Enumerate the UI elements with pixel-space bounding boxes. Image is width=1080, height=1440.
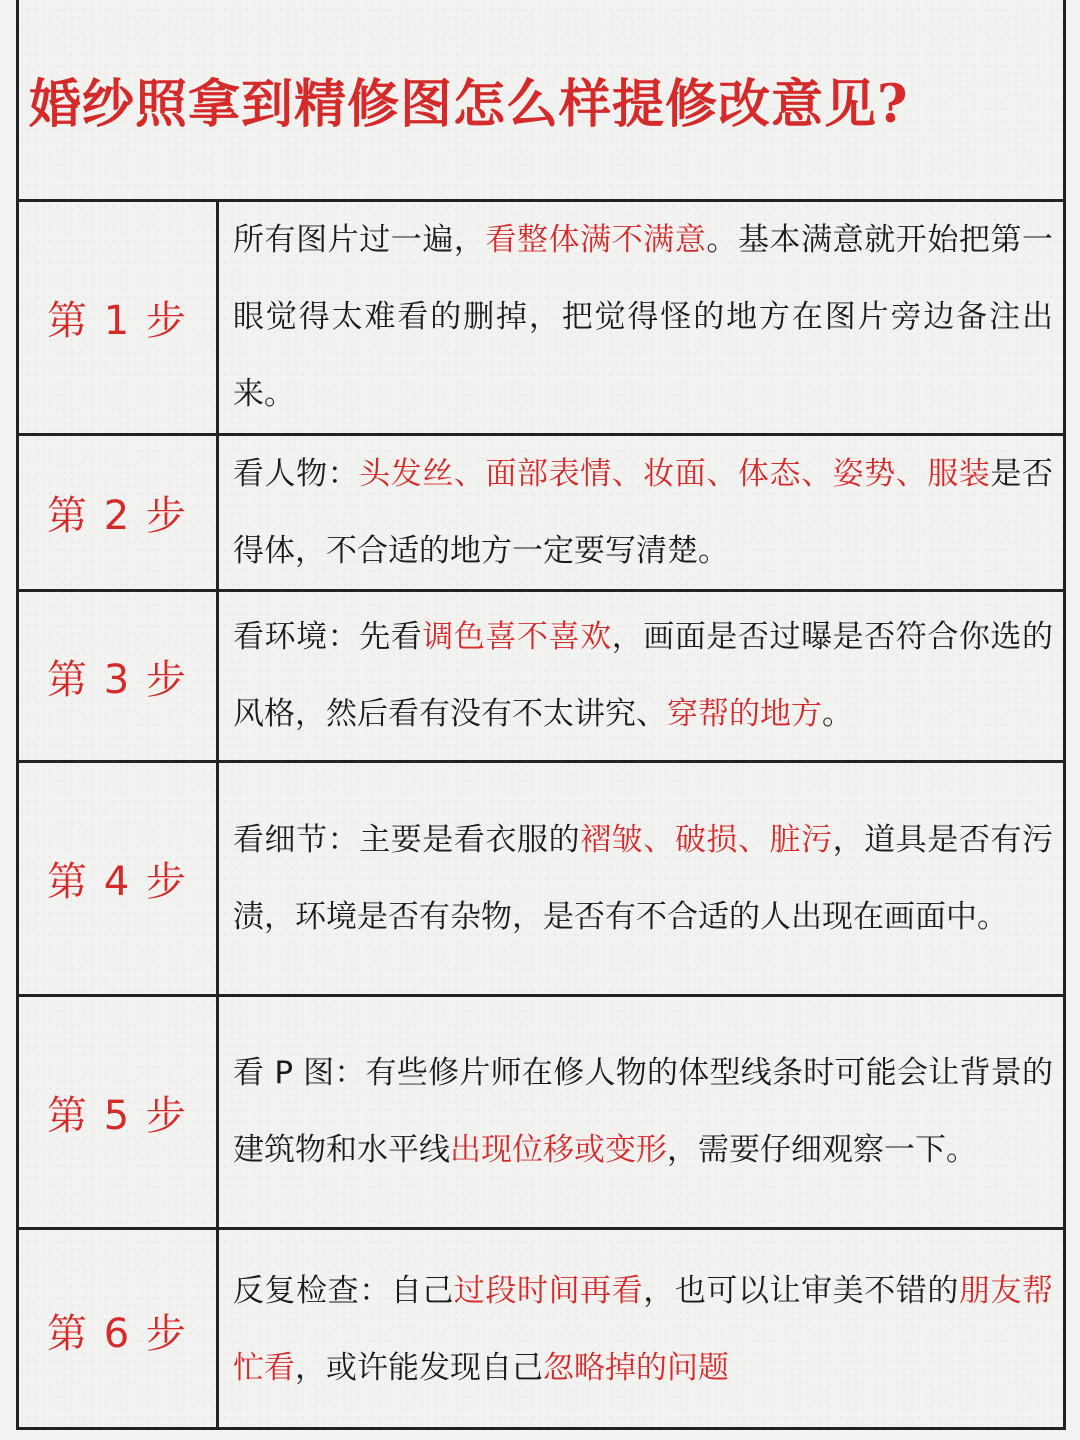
step-label: 第 4 步 bbox=[19, 763, 219, 994]
description-text: 是否得体，不合适的地方一定要写清楚。 bbox=[233, 455, 1054, 569]
title-row bbox=[19, 0, 1063, 202]
step-label: 第 1 步 bbox=[19, 202, 219, 433]
description-text: 看 P 图：有些修片师在修人物的体型线条时可能会让背景的建筑物和水平线 bbox=[233, 1055, 1053, 1168]
description-text: 看环境：先看 bbox=[233, 619, 423, 655]
description-text: 看细节：主要是看衣服的 bbox=[233, 821, 581, 858]
step-row-2 bbox=[19, 436, 1063, 592]
description-text: 看人物： bbox=[233, 455, 360, 492]
steps-table bbox=[16, 0, 1066, 1430]
highlighted-text: 朋友帮忙看 bbox=[233, 1273, 1054, 1386]
step-description bbox=[219, 1230, 1063, 1430]
description-text: ，也可以让审美不错的 bbox=[643, 1273, 959, 1309]
step-label: 第 5 步 bbox=[19, 997, 219, 1227]
highlighted-text: 调色喜不喜欢 bbox=[422, 619, 612, 655]
description-text: ，画面是否过曝是否符合你选的风格，然后看有没有不太讲究、 bbox=[233, 619, 1053, 732]
step-row-1 bbox=[19, 202, 1063, 436]
description-text: ，或许能发现自己 bbox=[295, 1350, 543, 1386]
step-label: 第 6 步 bbox=[19, 1230, 219, 1430]
description-text: ，需要仔细观察一下。 bbox=[667, 1132, 977, 1168]
description-text: ，道具是否有污渍，环境是否有杂物，是否有不合适的人出现在画面中。 bbox=[233, 821, 1054, 935]
page-title: 婚纱照拿到精修图怎么样提修改意见? bbox=[29, 74, 909, 135]
step-description bbox=[219, 592, 1063, 760]
highlighted-text: 出现位移或变形 bbox=[450, 1132, 667, 1168]
step-description bbox=[219, 763, 1063, 994]
description-text: 反复检查：自己 bbox=[233, 1273, 454, 1309]
description-text: 。 bbox=[822, 696, 853, 732]
description-text: 所有图片过一遍， bbox=[233, 222, 486, 258]
step-description bbox=[219, 436, 1063, 589]
step-label: 第 3 步 bbox=[19, 592, 219, 760]
step-row-6 bbox=[19, 1230, 1063, 1430]
step-description bbox=[219, 997, 1063, 1227]
description-text: 。基本满意就开始把第一眼觉得太难看的删掉，把觉得怪的地方在图片旁边备注出来。 bbox=[233, 222, 1054, 412]
step-label: 第 2 步 bbox=[19, 436, 219, 589]
step-row-5 bbox=[19, 997, 1063, 1230]
step-description bbox=[219, 202, 1063, 433]
highlighted-text: 忽略掉的问题 bbox=[543, 1350, 729, 1386]
step-row-3 bbox=[19, 592, 1063, 763]
highlighted-text: 穿帮的地方 bbox=[667, 696, 822, 732]
highlighted-text: 褶皱、破损、脏污 bbox=[580, 821, 833, 858]
step-row-4 bbox=[19, 763, 1063, 997]
highlighted-text: 看整体满不满意 bbox=[485, 222, 707, 258]
highlighted-text: 头发丝、面部表情、妆面、体态、姿势、服装 bbox=[359, 455, 991, 492]
highlighted-text: 过段时间再看 bbox=[453, 1273, 644, 1309]
